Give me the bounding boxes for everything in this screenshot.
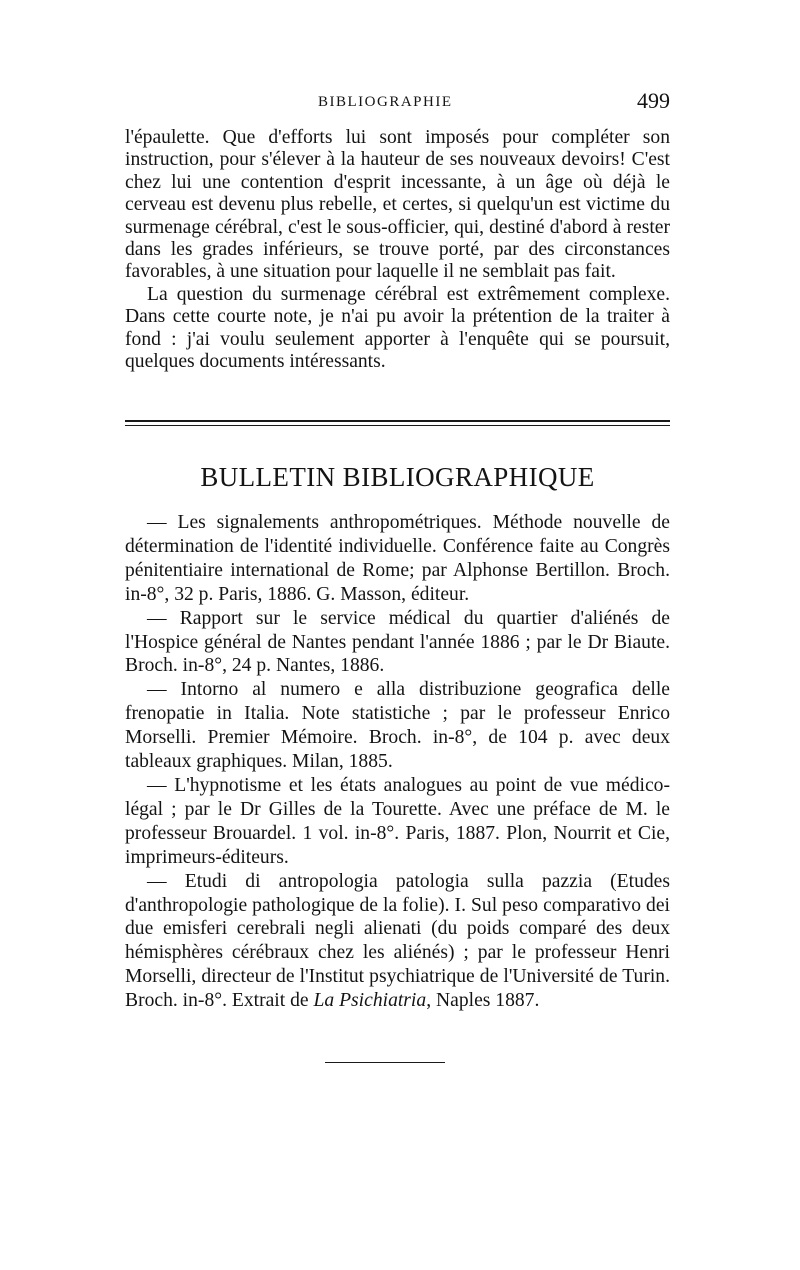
page-header [125, 90, 670, 120]
bibliography-entry: — Les signalements anthropométriques. Méthode nouvelle de détermination de l'identité individuelle. Conférence faite au Congrès pénitentiaire international de Rome; par Alphonse Bertillon. Broch. in-8°, 32 p. Paris, 1886. G. Masson, éditeur. [125, 512, 670, 605]
running-title: BIBLIOGRAPHIE [318, 94, 453, 110]
continuation-text [125, 127, 670, 373]
bibliography-entry: — Intorno al numero e alla distribuzione geografica delle frenopatie in Italia. Note statistiche ; par le professeur Enrico Morselli. Premier Mémoire. Broch. in-8°, de 104 p. avec deux tableaux graphiques. Milan, 1885. [125, 679, 670, 773]
page-number: 499 [637, 88, 670, 113]
bibliography-entry: — L'hypnotisme et les états analogues au point de vue médico-légal ; par le Dr Gilles de la Tourette. Avec une préface de M. le professeur Brouardel. 1 vol. in-8°. Paris, 1887. Plon, Nourrit et Cie, imprimeurs-éditeurs. [125, 774, 670, 868]
end-rule [325, 1062, 445, 1063]
entry-tail: , Naples 1887. [426, 990, 540, 1012]
paragraph: La question du surmenage cérébral est extrêmement complexe. Dans cette courte note, je n'ai pu avoir la prétention de la traiter à fond : j'ai voulu seulement apporter à l'enquête qui se poursuit, quelques documents intéressants. [125, 283, 670, 373]
journal-title: La Psichiatria [313, 990, 427, 1012]
entry-text: — Etudi di antropologia patologia sulla pazzia (Etudes d'anthropologie pathologique de la folie). I. Sul peso comparativo dei due emisferi cerebrali negli alienati (du poids comparé des deux hémisphères cérébraux chez les aliénés) ; par le professeur Henri Morselli, directeur de l'Institut psychiatrique de l'Université de Turin. Broch. in-8°. Extrait de [125, 870, 670, 1012]
bibliography-entry [125, 870, 670, 1013]
paragraph: l'épaulette. Que d'efforts lui sont imposés pour compléter son instruction, pour s'élever à la hauteur de ses nouveaux devoirs! C'est chez lui une contention d'esprit incessante, à un âge où déjà le cerveau est devenu plus rebelle, et certes, si quelqu'un est victime du surmenage cérébral, c'est le sous-officier, qui, destiné d'abord à rester dans les grades inférieurs, se trouve porté, par des circonstances favorables, à une situation pour laquelle il ne semblait pas fait. [125, 127, 670, 283]
bibliography-list [125, 511, 670, 1013]
section-divider [125, 420, 670, 426]
section-title: BULLETIN BIBLIOGRAPHIQUE [200, 462, 595, 492]
bibliography-entry: — Rapport sur le service médical du quartier d'aliénés de l'Hospice général de Nantes pendant l'année 1886 ; par le Dr Biaute. Broch. in-8°, 24 p. Nantes, 1886. [125, 607, 670, 677]
